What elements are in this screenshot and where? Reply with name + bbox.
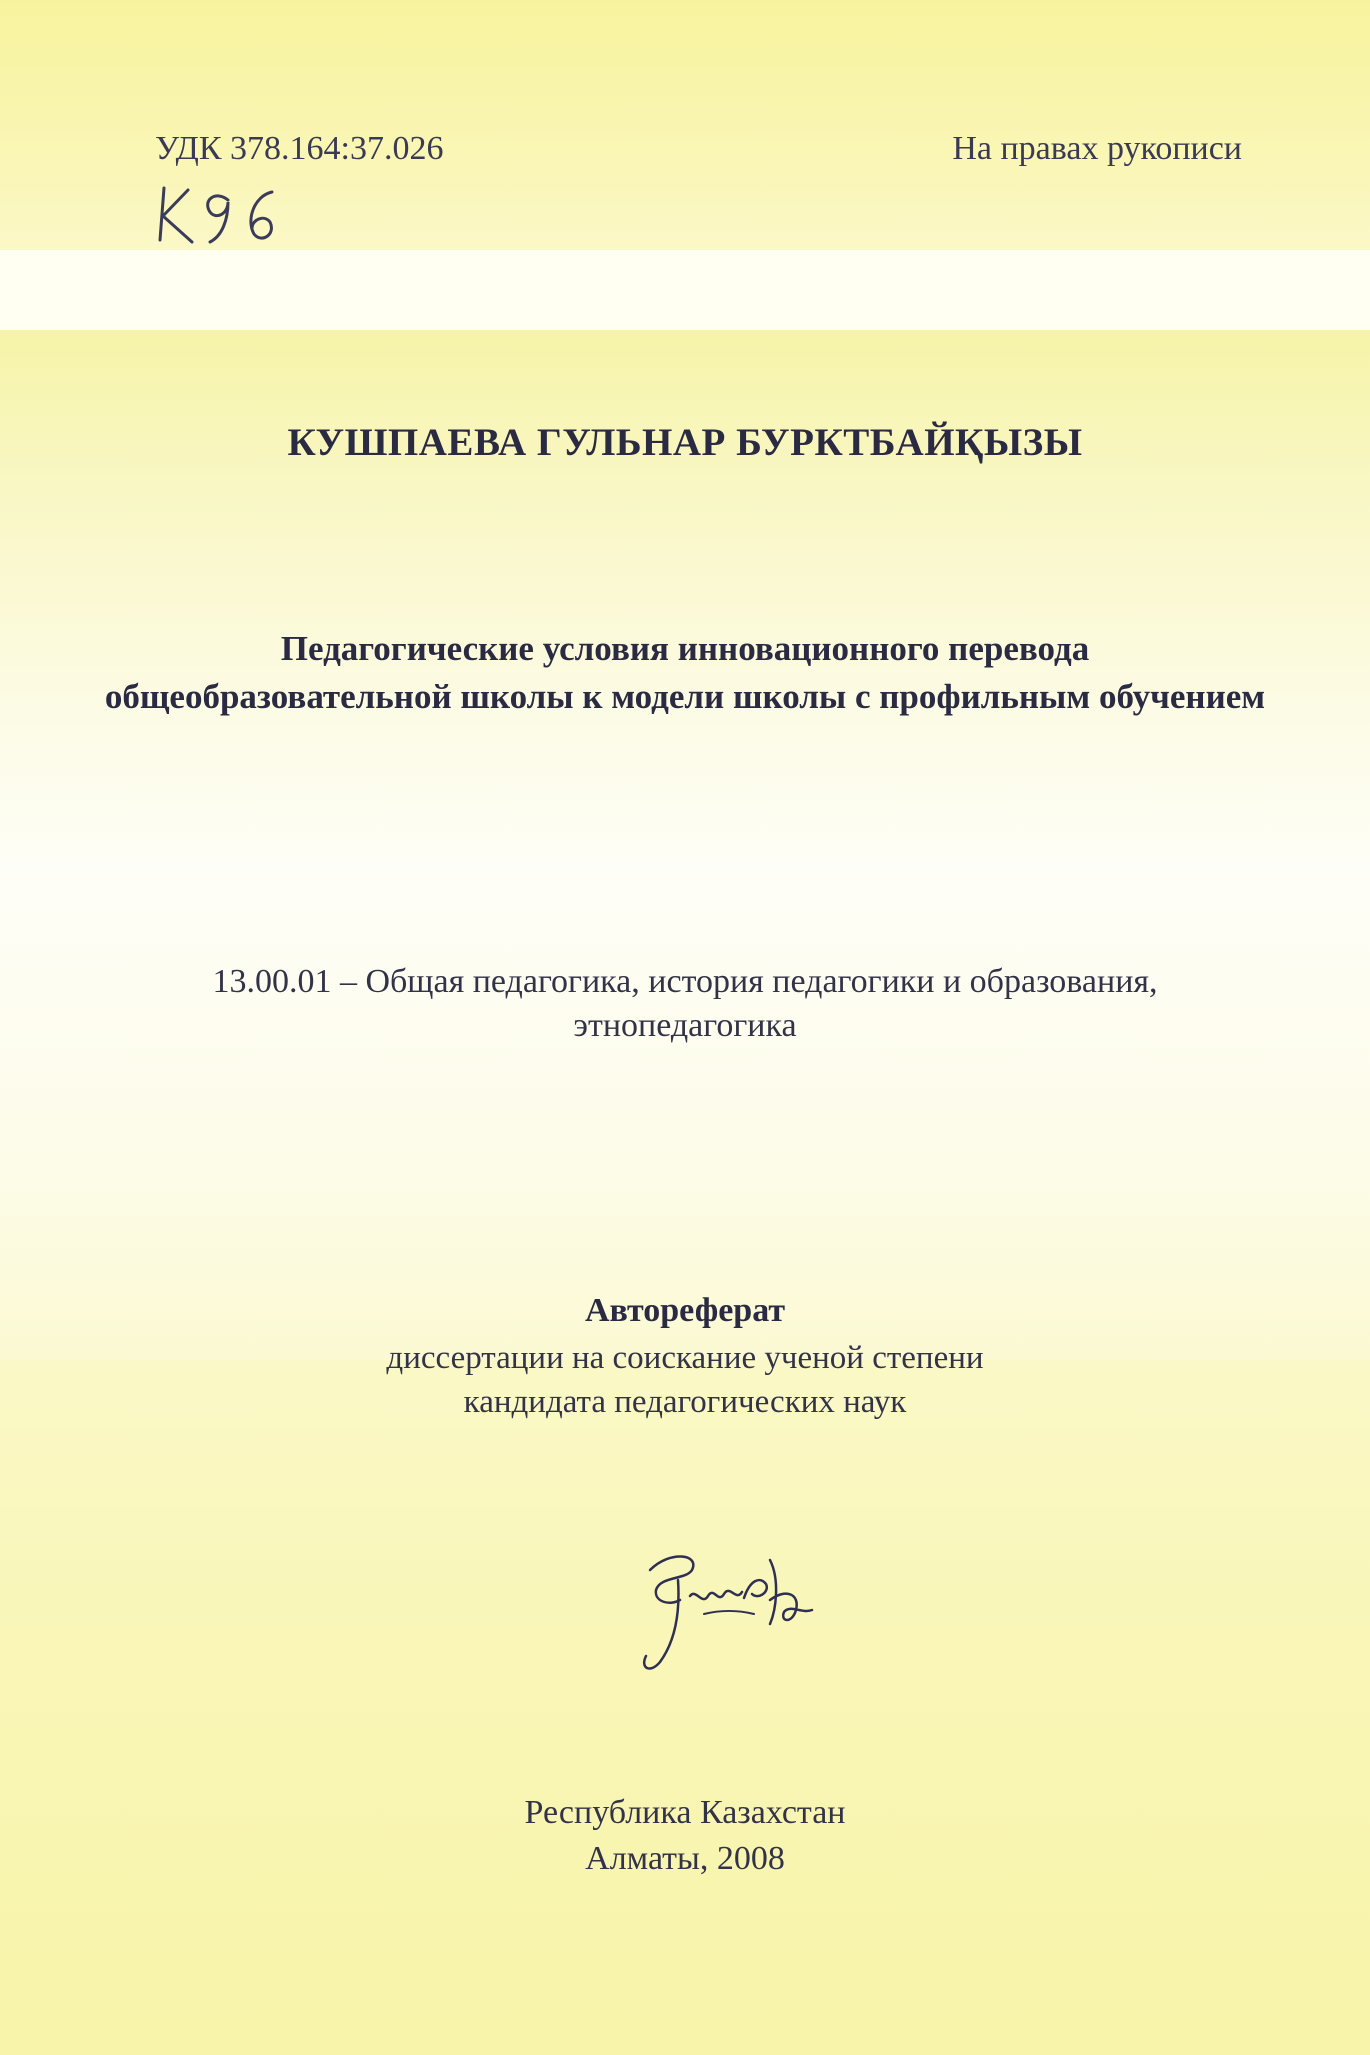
background-middle-band [0,330,1370,860]
specialty-line-1: 13.00.01 – Общая педагогика, история педагогики и образования, [212,963,1158,1000]
udk-code: УДК 378.164:37.026 [155,130,444,167]
specialty-code [0,960,1370,1048]
background-bottom-band [0,1360,1370,2055]
abstract-heading: Автореферат [584,1292,786,1329]
handwritten-library-code [150,170,290,250]
specialty-line-2: этнопедагогика [573,1007,797,1044]
rights-notice: На правах рукописи [952,130,1242,167]
city-year: Алматы, 2008 [585,1840,785,1877]
abstract-line-1: диссертации на соискание ученой степени [386,1340,984,1376]
country: Республика Казахстан [524,1794,846,1831]
title-line-1: Педагогические условия инновационного перевода [280,629,1090,668]
abstract-description [0,1336,1370,1424]
background-white-strip [0,250,1370,330]
author-name: КУШПАЕВА ГУЛЬНАР БУРКТБАЙҚЫЗЫ [287,421,1083,464]
signature-icon [620,1540,830,1690]
title-line-2: общеобразовательной школы к модели школы с профильным обучением [104,677,1266,716]
publication-place [0,1790,1370,1882]
dissertation-title [0,625,1370,721]
background-light-band [0,860,1370,1360]
abstract-line-2: кандидата педагогических наук [463,1384,907,1420]
